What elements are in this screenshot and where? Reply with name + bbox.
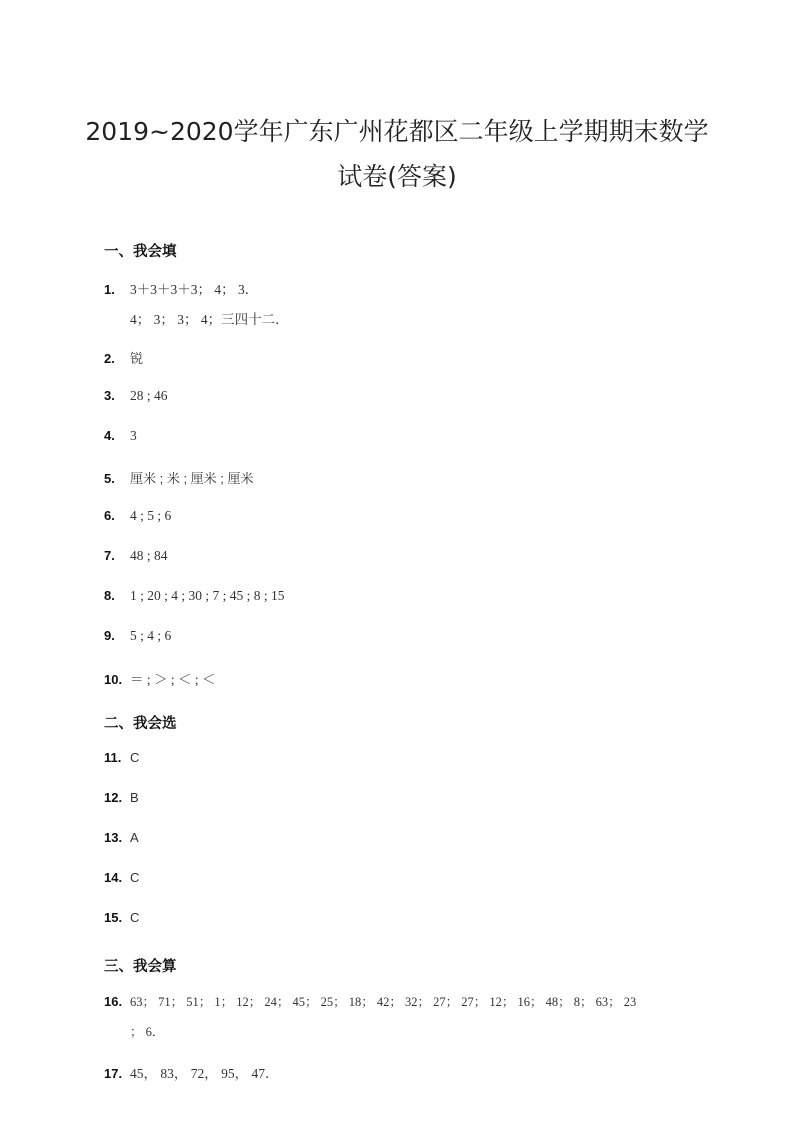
question-12 — [104, 790, 139, 806]
question-number: 13. — [104, 830, 123, 845]
question-number: 9. — [104, 628, 115, 643]
section-heading-choose: 二、我会选 — [104, 716, 177, 732]
question-number: 8. — [104, 588, 115, 603]
question-answer: C — [130, 910, 140, 925]
question-10 — [104, 668, 216, 688]
question-number: 14. — [104, 870, 123, 885]
question-answer: 5 ; 4 ; 6 — [130, 628, 172, 643]
question-answer: C — [130, 870, 140, 885]
question-3 — [104, 388, 168, 404]
question-6 — [104, 508, 171, 524]
question-number: 1. — [104, 282, 115, 297]
section-heading-calculate: 三、我会算 — [104, 959, 177, 975]
question-answer: 63； 71； 51； 1； 12； 24； 45； 25； 18； 42； 32； 27； 27； 12； 16； 48； 8； 63； 23 — [130, 995, 637, 1009]
question-14 — [104, 870, 139, 886]
document-title-line-1: 2019~2020学年广东广州花都区二年级上学期期末数学 — [85, 117, 709, 146]
question-number: 16. — [104, 994, 123, 1009]
question-16-answer-continued: ； 6． — [130, 1025, 165, 1039]
question-answer: C — [130, 750, 140, 765]
question-answer: 4 ; 5 ; 6 — [130, 508, 172, 523]
question-1 — [104, 278, 258, 298]
question-answer: 28 ; 46 — [130, 388, 168, 403]
question-number: 10. — [104, 672, 123, 687]
question-answer: 锐 — [130, 351, 144, 366]
question-answer: B — [130, 790, 139, 805]
question-8 — [104, 588, 285, 604]
question-answer: ＝ ; ＞ ; ＜ ; ＜ — [130, 672, 216, 687]
question-number: 12. — [104, 790, 123, 805]
question-answer: 1 ; 20 ; 4 ; 30 ; 7 ; 45 ; 8 ; 15 — [130, 588, 285, 603]
question-13 — [104, 830, 139, 846]
question-number: 6. — [104, 508, 115, 523]
question-number: 7. — [104, 548, 115, 563]
question-answer: 厘米 ; 米 ; 厘米 ; 厘米 — [130, 471, 254, 486]
question-answer: A — [130, 830, 139, 845]
question-number: 11. — [104, 750, 122, 765]
question-number: 4. — [104, 428, 115, 443]
question-number: 5. — [104, 471, 115, 486]
question-2 — [104, 348, 143, 367]
question-17 — [104, 1062, 279, 1082]
question-number: 15. — [104, 910, 123, 925]
question-answer: 3 — [130, 428, 137, 443]
question-5 — [104, 468, 254, 487]
question-15 — [104, 910, 139, 926]
question-answer: 48 ; 84 — [130, 548, 168, 563]
question-answer: 3＋3＋3＋3； 4； 3． — [130, 282, 259, 297]
question-number: 3. — [104, 388, 115, 403]
section-heading-fill: 一、我会填 — [104, 244, 177, 260]
question-9 — [104, 628, 171, 644]
question-answer: 45， 83， 72， 95， 47． — [130, 1066, 279, 1081]
question-16 — [104, 992, 636, 1010]
question-4 — [104, 428, 137, 444]
question-number: 17. — [104, 1066, 123, 1081]
question-11 — [104, 750, 139, 766]
question-1-answer-continued: 4； 3； 3； 4；三四十二． — [130, 312, 289, 327]
document-title-line-2: 试卷(答案) — [337, 162, 457, 191]
question-7 — [104, 548, 168, 564]
question-number: 2. — [104, 351, 115, 366]
